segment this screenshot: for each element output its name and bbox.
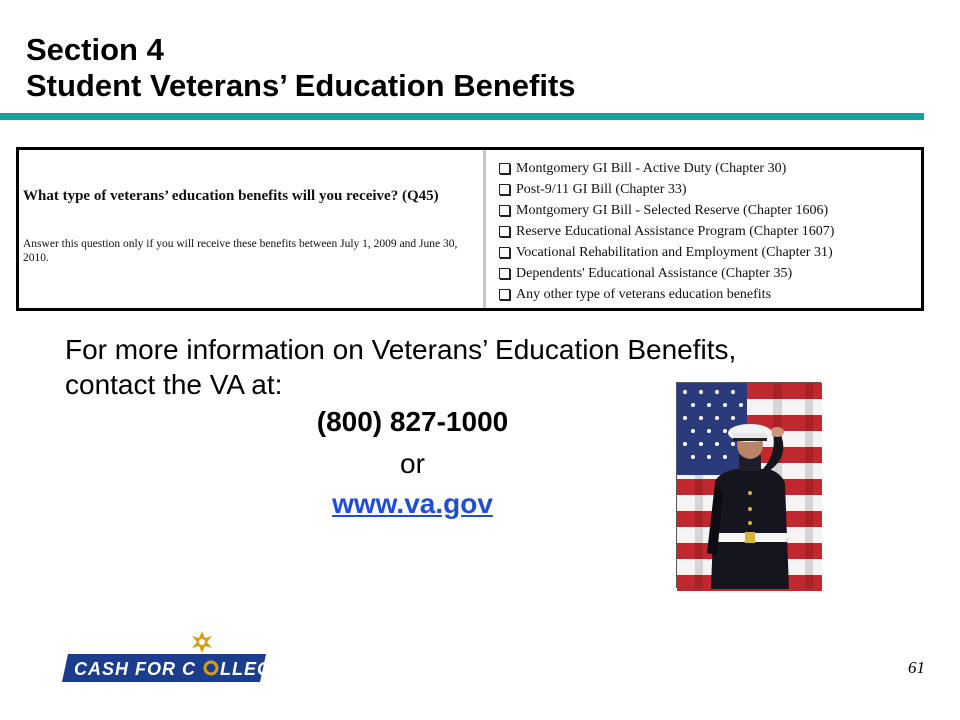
options-list — [499, 158, 921, 305]
option-item[interactable] — [499, 200, 921, 221]
option-label: Dependents' Educational Assistance (Chapter 35) — [516, 266, 793, 281]
title-divider — [0, 113, 924, 120]
cash-for-college-logo — [60, 630, 286, 684]
checkbox-icon[interactable] — [499, 226, 510, 237]
website-link[interactable]: www.va.gov — [332, 488, 493, 519]
checkbox-icon[interactable] — [499, 205, 510, 216]
option-label: Any other type of veterans education benefits — [516, 287, 772, 302]
question-text: What type of veterans’ education benefits will you receive? (Q45) — [23, 188, 439, 204]
checkbox-icon[interactable] — [499, 268, 510, 279]
checkbox-icon[interactable] — [499, 247, 510, 258]
phone-number: (800) 827-1000 — [316, 406, 509, 437]
or-text: or — [400, 448, 425, 479]
option-label: Montgomery GI Bill - Selected Reserve (Chapter 1606) — [516, 203, 829, 218]
slide-title — [26, 32, 576, 104]
option-item[interactable] — [499, 179, 921, 200]
flag-salute-illustration — [677, 383, 822, 589]
option-label: Reserve Educational Assistance Program (Chapter 1607) — [516, 224, 835, 239]
section-label: Section 4 — [26, 32, 164, 67]
option-item[interactable] — [499, 221, 921, 242]
option-item[interactable] — [499, 284, 921, 305]
option-item[interactable] — [499, 242, 921, 263]
option-label: Vocational Rehabilitation and Employment (Chapter 31) — [516, 245, 833, 260]
checkbox-icon[interactable] — [499, 289, 510, 300]
option-item[interactable] — [499, 158, 921, 179]
option-label: Post-9/11 GI Bill (Chapter 33) — [516, 182, 687, 197]
option-item[interactable] — [499, 263, 921, 284]
svg-text:LLEGE: LLEGE — [220, 659, 286, 679]
fafsa-question-excerpt — [16, 147, 924, 311]
star-icon — [192, 631, 212, 653]
question-note: Answer this question only if you will receive these benefits between July 1, 2009 and June 30, 2010. — [23, 238, 458, 264]
question-panel — [19, 150, 481, 308]
option-label: Montgomery GI Bill - Active Duty (Chapter 30) — [516, 161, 787, 176]
saluting-marine-photo — [676, 382, 821, 588]
page-number: 61 — [908, 658, 925, 677]
logo-graphic — [60, 630, 286, 684]
checkbox-icon[interactable] — [499, 163, 510, 174]
column-divider — [483, 150, 486, 308]
section-heading: Student Veterans’ Education Benefits — [26, 68, 576, 103]
svg-text:CASH FOR C: CASH FOR C — [74, 659, 196, 679]
checkbox-icon[interactable] — [499, 184, 510, 195]
contact-intro: For more information on Veterans’ Education Benefits, contact the VA at: — [65, 334, 737, 400]
